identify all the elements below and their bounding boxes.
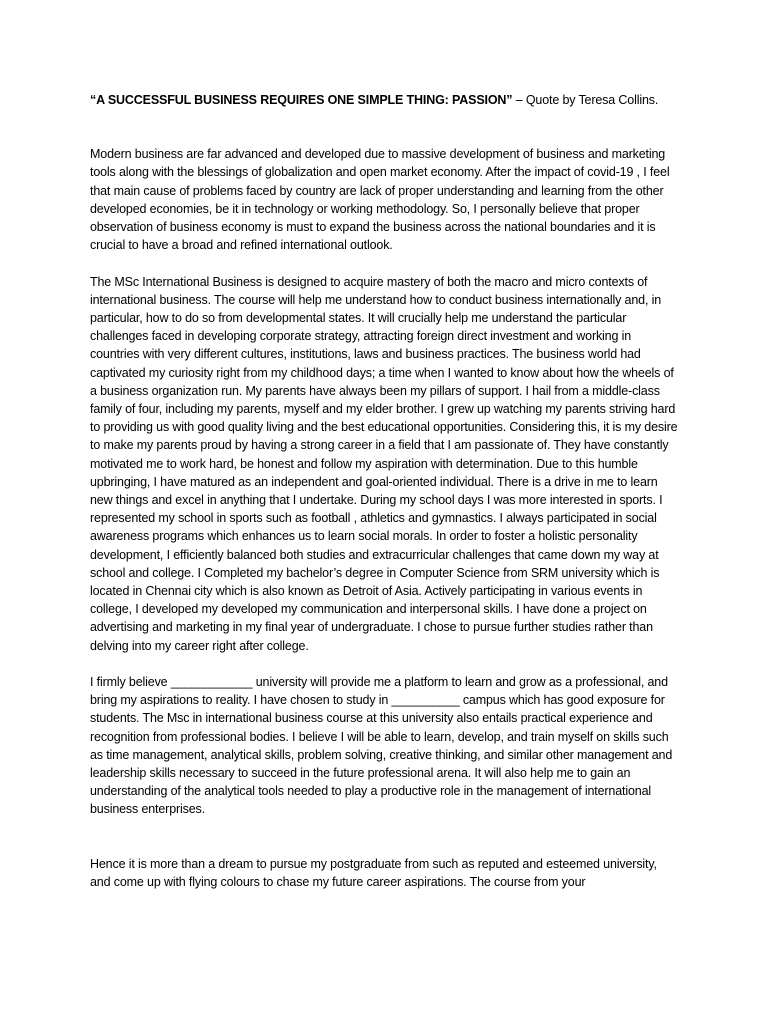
document-page bbox=[90, 91, 680, 909]
title-quote: “A SUCCESSFUL BUSINESS REQUIRES ONE SIMPLE THING: PASSION” bbox=[90, 93, 513, 107]
paragraph-intro: Modern business are far advanced and developed due to massive development of business and marketing tools along with the blessings of globalization and open market economy. After the impact of covid-19 , I feel that main cause of problems faced by country are lack of proper understanding and learning from the other developed economies, be it in technology or working methodology. So, I personally believe that proper observation of business economy is must to expand the business across the national boundaries and it is crucial to have a broad and refined international outlook. bbox=[90, 147, 670, 253]
document-title bbox=[90, 91, 680, 109]
paragraph-university: I firmly believe ____________ university will provide me a platform to learn and grow as a professional, and bring my aspirations to reality. I have chosen to study in __________ campus which has good exposure for students. The Msc in international business course at this university also entails practical experience and recognition from professional bodies. I believe I will be able to learn, develop, and train myself on skills such as time management, analytical skills, problem solving, creative thinking, and similar other management and leadership skills necessary to succeed in the future professional arena. It will also help me to gain an understanding of the analytical tools needed to play a productive role in the management of international business enterprises. bbox=[90, 675, 673, 817]
paragraph-background: The MSc International Business is designed to acquire mastery of both the macro and micro contexts of international business. The course will help me understand how to conduct business internationally and, in particular, how to do so from developmental states. It will crucially help me understand the particular challenges faced in developing corporate strategy, attracting foreign direct investment and working in countries with very different cultures, institutions, laws and business practices. The business world had captivated my curiosity right from my childhood days; a time when I wanted to know about how the wheels of a business organization run. My parents have always been my pillars of support. I hail from a middle-class family of four, including my parents, myself and my elder brother. I grew up watching my parents striving hard to providing us with good quality living and the best educational opportunities. Considering this, it is my desire to make my parents proud by having a strong career in a field that I am passionate of. They have constantly motivated me to work hard, be honest and follow my aspiration with determination. Due to this humble upbringing, I have matured as an independent and goal-oriented individual. There is a drive in me to learn new things and excel in anything that I undertake. During my school days I was more interested in sports. I represented my school in sports such as football , athletics and gymnastics. I always participated in social awareness programs which enhances us to learn social morals. In order to foster a holistic personality development, I efficiently balanced both studies and extracurricular challenges that came down my way at school and college. I Completed my bachelor’s degree in Computer Science from SRM university which is located in Chennai city which is also known as Detroit of Asia. Actively participating in various events in college, I developed my developed my communication and interpersonal skills. I have done a project on advertising and marketing in my final year of undergraduate. I chose to pursue further studies rather than delving into my career right after college. bbox=[90, 274, 678, 653]
title-attribution: – Quote by Teresa Collins. bbox=[512, 93, 659, 107]
paragraph-conclusion: Hence it is more than a dream to pursue my postgraduate from such as reputed and esteemed university, and come up with flying colours to chase my future career aspirations. The course from your bbox=[90, 856, 657, 889]
